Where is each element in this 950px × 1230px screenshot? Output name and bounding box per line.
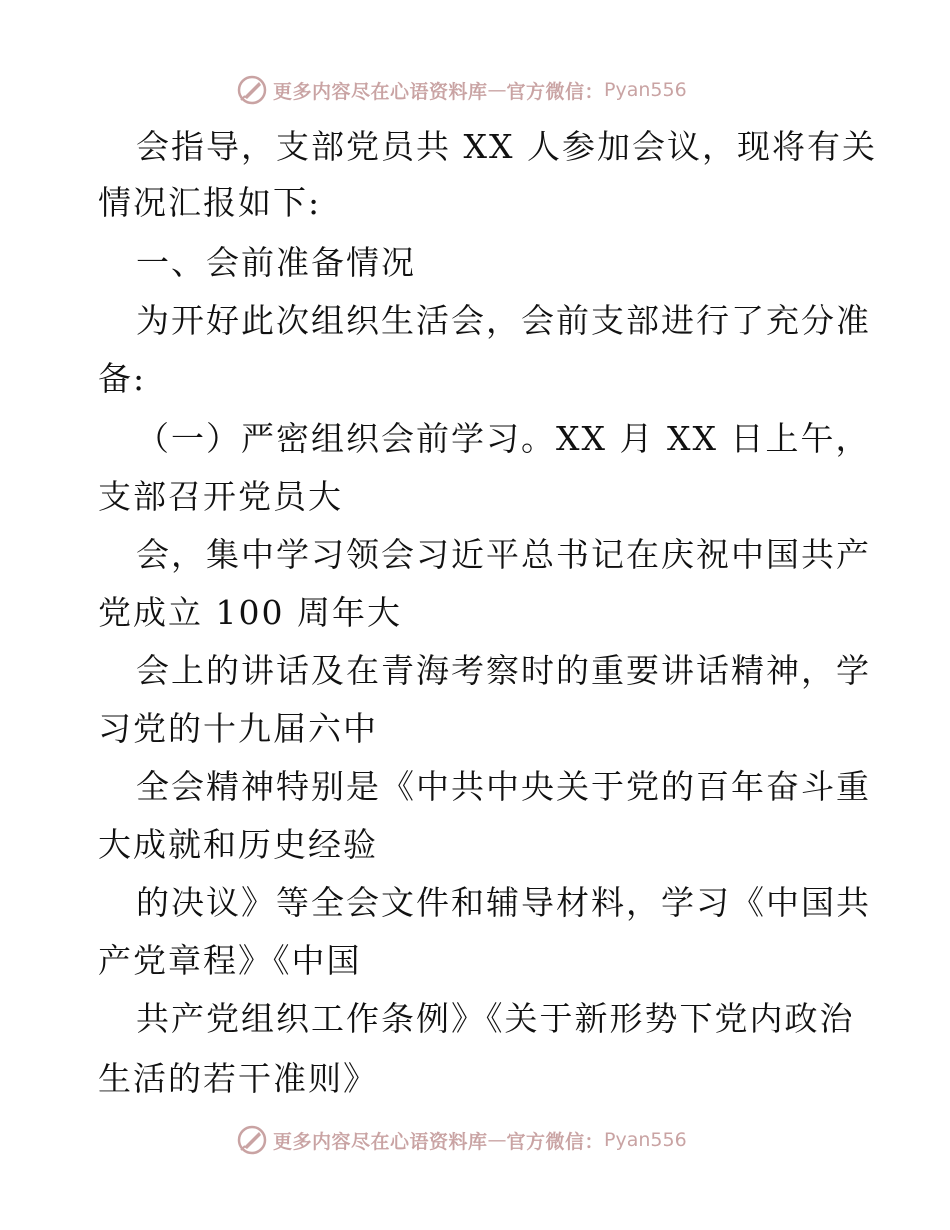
text-line-1: 会指导，支部党员共 XX 人参加会议，现将有关 <box>136 127 877 166</box>
watermark-separator: — <box>487 1129 507 1151</box>
text-line-17: 生活的若干准则》 <box>98 1059 378 1098</box>
header-watermark <box>235 72 687 108</box>
text-line-4: 为开好此次组织生活会，会前支部进行了充分准 <box>136 301 871 340</box>
text-line-12: 全会精神特别是《中共中央关于党的百年奋斗重 <box>136 767 871 806</box>
watermark-handle: Pyan556 <box>604 1129 687 1151</box>
watermark-wechat-label: 官方微信： <box>506 80 605 103</box>
watermark-separator: — <box>487 79 507 101</box>
text-line-2: 情况汇报如下: <box>98 183 322 222</box>
watermark-wechat-label: 官方微信： <box>506 1130 605 1153</box>
text-line-10: 会上的讲话及在青海考察时的重要讲话精神，学 <box>136 651 871 690</box>
watermark-text: 更多内容尽在心语资料库 <box>273 1130 488 1153</box>
text-line-7: 支部召开党员大 <box>98 477 343 516</box>
text-line-8: 会，集中学习领会习近平总书记在庆祝中国共产 <box>136 535 871 574</box>
quill-logo-icon <box>235 73 269 107</box>
watermark-text: 更多内容尽在心语资料库 <box>273 80 488 103</box>
text-line-5: 备: <box>98 359 147 398</box>
footer-watermark <box>235 1122 687 1158</box>
text-line-16: 共产党组织工作条例》《关于新形势下党内政治 <box>136 999 855 1038</box>
text-line-13: 大成就和历史经验 <box>98 825 378 864</box>
subsection-heading: （一）严密组织会前学习。XX 月 XX 日上午， <box>136 419 871 458</box>
quill-logo-icon <box>235 1123 269 1157</box>
text-line-11: 习党的十九届六中 <box>98 709 378 748</box>
text-line-14: 的决议》等全会文件和辅导材料，学习《中国共 <box>136 883 871 922</box>
text-line-9: 党成立 100 周年大 <box>98 593 402 632</box>
section-heading: 一、会前准备情况 <box>136 243 416 282</box>
watermark-handle: Pyan556 <box>604 79 687 101</box>
text-line-15: 产党章程》《中国 <box>98 941 362 980</box>
